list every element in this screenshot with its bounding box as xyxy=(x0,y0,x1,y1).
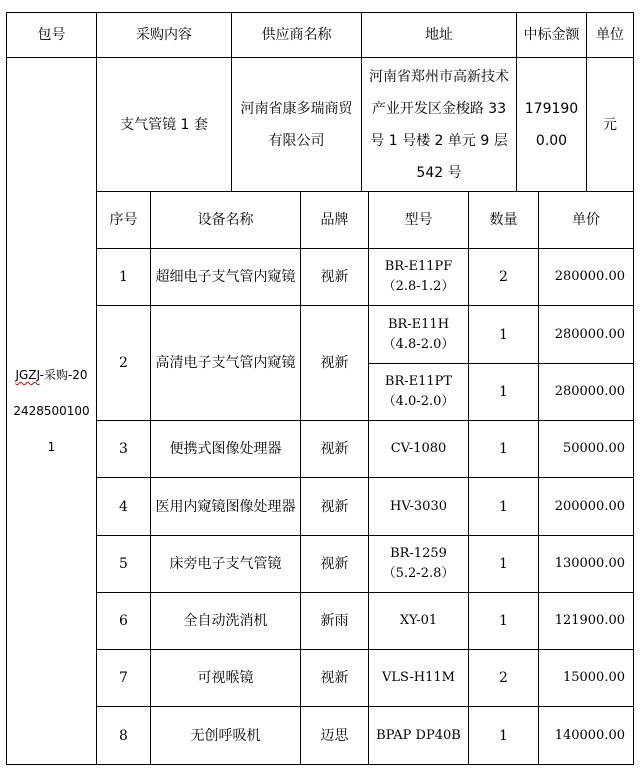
item-price-text: 200000.00 xyxy=(554,498,625,514)
item-qty-text: 1 xyxy=(499,613,508,629)
table-row-unit-price xyxy=(538,420,634,478)
item-qty-text: 1 xyxy=(499,498,508,515)
detail-header-model-text: 型号 xyxy=(404,212,433,228)
item-price-text: 280000.00 xyxy=(554,384,625,399)
table-row-quantity xyxy=(468,305,539,364)
header-unit xyxy=(586,12,634,58)
header-address-text: 地址 xyxy=(425,27,453,43)
header-bid-amount-text: 中标金额 xyxy=(523,27,580,43)
item-model-text: BR-1259（5.2-2.8） xyxy=(382,546,455,581)
table-row-seq xyxy=(96,305,151,421)
item-price-text: 140000.00 xyxy=(554,727,625,743)
item-brand-text: 迈思 xyxy=(320,727,349,744)
item-name-text: 全自动洗消机 xyxy=(183,613,268,629)
item-name-text: 超细电子支气管内窥镜 xyxy=(155,269,296,285)
table-row-unit-price xyxy=(538,649,634,707)
table-row-unit-price xyxy=(538,248,634,306)
table-row-device-name xyxy=(150,592,301,650)
table-row-model xyxy=(368,535,469,593)
table-row-device-name xyxy=(150,649,301,707)
summary-bid-amount-text: 1791900.00 xyxy=(524,100,579,149)
table-row-quantity xyxy=(468,535,539,593)
item-seq-text: 5 xyxy=(119,556,128,572)
table-row-seq xyxy=(96,248,151,306)
item-model-text: VLS-H11M xyxy=(382,670,455,685)
table-row-brand xyxy=(300,535,369,593)
table-row-brand xyxy=(300,305,369,421)
table-row-brand xyxy=(300,706,369,765)
item-name-text: 高清电子支气管内窥镜 xyxy=(155,355,296,371)
item-name-text: 可视喉镜 xyxy=(197,670,254,686)
item-model-text: BPAP DP40B xyxy=(376,727,461,743)
table-row-quantity xyxy=(468,477,539,536)
table-row-quantity xyxy=(468,592,539,650)
item-brand-text: 视新 xyxy=(320,556,349,572)
table-row-device-name xyxy=(150,305,301,421)
item-seq-text: 4 xyxy=(119,498,128,515)
table-row-seq xyxy=(96,420,151,478)
item-brand-text: 视新 xyxy=(320,355,349,371)
detail-header-unit-price xyxy=(538,191,634,249)
item-seq-text: 3 xyxy=(119,441,128,457)
summary-purchase-content-text: 支气管镜 1 套 xyxy=(120,116,208,133)
table-row-model xyxy=(368,305,469,364)
item-name-text: 医用内窥镜图像处理器 xyxy=(155,498,296,515)
item-name-text: 无创呼吸机 xyxy=(190,727,261,744)
item-name-text: 便携式图像处理器 xyxy=(169,441,282,457)
item-model-text: BR-E11H（4.8-2.0） xyxy=(382,316,455,352)
table-row-device-name xyxy=(150,420,301,478)
item-seq-text: 1 xyxy=(119,269,128,285)
item-price-text: 50000.00 xyxy=(562,441,625,456)
table-row-unit-price xyxy=(538,706,634,765)
table-row-brand xyxy=(300,592,369,650)
item-price-text: 130000.00 xyxy=(554,556,625,571)
detail-header-seq-text: 序号 xyxy=(109,212,138,228)
table-row-device-name xyxy=(150,706,301,765)
summary-unit-text: 元 xyxy=(603,116,617,133)
summary-address-text: 河南省郑州市高新技术产业开发区金梭路 33 号 1 号楼 2 单元 9 层 542 号 xyxy=(369,68,509,181)
table-row-quantity xyxy=(468,363,539,421)
table-row-model xyxy=(368,706,469,765)
table-row-seq xyxy=(96,706,151,765)
header-purchase-content-text: 采购内容 xyxy=(136,27,192,43)
detail-header-quantity xyxy=(468,191,539,249)
item-qty-text: 2 xyxy=(499,269,508,285)
table-row-model xyxy=(368,363,469,421)
table-row-brand xyxy=(300,649,369,707)
item-qty-text: 1 xyxy=(499,556,508,572)
package-code-rest: -采购-2024285001001 xyxy=(13,368,90,454)
summary-unit xyxy=(586,57,634,192)
table-row-unit-price xyxy=(538,535,634,593)
table-row-seq xyxy=(96,477,151,536)
item-model-text: XY-01 xyxy=(399,613,438,628)
detail-header-brand xyxy=(300,191,369,249)
header-supplier-name-text: 供应商名称 xyxy=(261,27,332,43)
table-row-unit-price xyxy=(538,363,634,421)
header-bid-amount xyxy=(516,12,587,58)
summary-supplier-name xyxy=(231,57,362,192)
detail-header-device-name-text: 设备名称 xyxy=(197,212,254,228)
item-model-text: HV-3030 xyxy=(389,498,447,514)
item-seq-text: 8 xyxy=(119,727,128,744)
summary-address xyxy=(361,57,517,192)
item-qty-text: 1 xyxy=(499,727,508,744)
item-qty-text: 2 xyxy=(499,670,508,686)
item-brand-text: 视新 xyxy=(320,670,349,686)
header-purchase-content xyxy=(96,12,232,58)
header-supplier-name xyxy=(231,12,362,58)
table-row-device-name xyxy=(150,535,301,593)
detail-header-model xyxy=(368,191,469,249)
detail-header-device-name xyxy=(150,191,301,249)
header-unit-text: 单位 xyxy=(596,27,624,43)
item-price-text: 280000.00 xyxy=(554,269,625,284)
table-row-brand xyxy=(300,420,369,478)
summary-supplier-name-text: 河南省康多瑞商贸有限公司 xyxy=(240,100,353,149)
header-package-no-text: 包号 xyxy=(37,27,66,43)
table-row-seq xyxy=(96,535,151,593)
table-row-model xyxy=(368,420,469,478)
package-number-cell xyxy=(6,57,97,765)
table-row-device-name xyxy=(150,248,301,306)
detail-header-brand-text: 品牌 xyxy=(320,212,349,228)
table-row-seq xyxy=(96,649,151,707)
package-code-prefix: JGZJ xyxy=(15,368,40,382)
detail-header-seq xyxy=(96,191,151,249)
table-row-model xyxy=(368,592,469,650)
header-address xyxy=(361,12,517,58)
table-row-quantity xyxy=(468,706,539,765)
header-package-no xyxy=(6,12,97,58)
table-row-unit-price xyxy=(538,477,634,536)
table-row-brand xyxy=(300,477,369,536)
table-row-unit-price xyxy=(538,592,634,650)
item-seq-text: 6 xyxy=(119,613,128,629)
table-row-model xyxy=(368,649,469,707)
item-price-text: 15000.00 xyxy=(562,670,625,685)
table-row-seq xyxy=(96,592,151,650)
item-model-text: BR-E11PT（4.0-2.0） xyxy=(382,374,455,409)
summary-bid-amount xyxy=(516,57,587,192)
item-qty-text: 1 xyxy=(499,384,508,400)
summary-purchase-content xyxy=(96,57,232,192)
item-qty-text: 1 xyxy=(499,326,508,343)
item-price-text: 280000.00 xyxy=(554,326,625,342)
item-name-text: 床旁电子支气管镜 xyxy=(169,556,282,572)
table-row-unit-price xyxy=(538,305,634,364)
table-row-quantity xyxy=(468,420,539,478)
item-seq-text: 7 xyxy=(119,670,128,686)
table-row-quantity xyxy=(468,649,539,707)
item-brand-text: 视新 xyxy=(320,441,349,457)
item-model-text: BR-E11PF（2.8-1.2） xyxy=(382,259,455,294)
package-number-text xyxy=(13,357,90,465)
table-row-quantity xyxy=(468,248,539,306)
item-model-text: CV-1080 xyxy=(390,441,447,456)
table-row-model xyxy=(368,477,469,536)
item-price-text: 121900.00 xyxy=(554,613,625,628)
item-seq-text: 2 xyxy=(119,355,128,371)
detail-header-quantity-text: 数量 xyxy=(489,212,518,228)
item-brand-text: 视新 xyxy=(320,269,349,285)
table-row-brand xyxy=(300,248,369,306)
detail-header-unit-price-text: 单价 xyxy=(572,212,600,228)
table-row-device-name xyxy=(150,477,301,536)
item-brand-text: 新雨 xyxy=(320,613,349,629)
item-qty-text: 1 xyxy=(499,441,508,457)
table-row-model xyxy=(368,248,469,306)
item-brand-text: 视新 xyxy=(320,498,349,515)
